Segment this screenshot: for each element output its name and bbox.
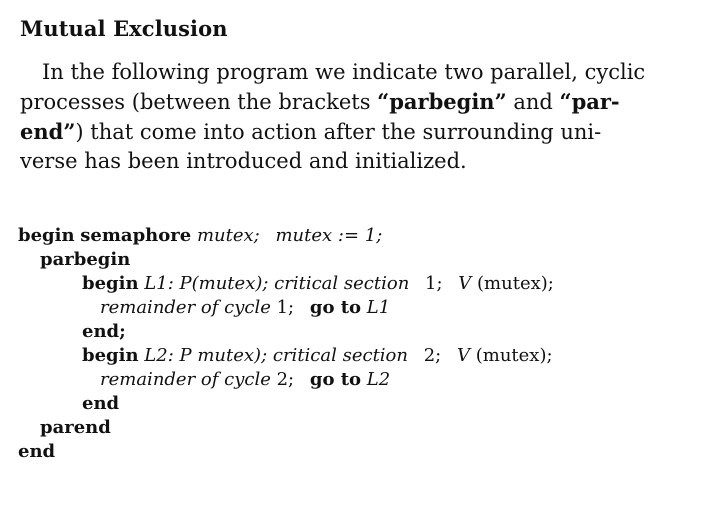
semaphore-assignment: mutex := 1; bbox=[275, 225, 383, 246]
v-operation-argument: (mutex); bbox=[475, 345, 553, 366]
code-line-6 bbox=[18, 344, 554, 368]
semaphore-declaration: mutex; bbox=[196, 225, 260, 246]
keyword-goto: go to bbox=[309, 297, 362, 318]
v-operation-argument: (mutex); bbox=[477, 273, 554, 294]
critical-section-number: 1; bbox=[425, 273, 443, 294]
label-l2: L2: bbox=[144, 345, 174, 366]
code-line-10 bbox=[18, 440, 554, 464]
paragraph-line-4 bbox=[20, 147, 700, 176]
remainder-text: remainder of cycle bbox=[100, 369, 271, 390]
critical-section-text: critical section bbox=[272, 345, 408, 366]
paragraph-line-1 bbox=[20, 58, 700, 87]
goto-target: L2 bbox=[366, 369, 391, 390]
keyword-end: end; bbox=[82, 321, 126, 342]
code-line-3 bbox=[18, 272, 554, 296]
code-line-4 bbox=[18, 296, 554, 320]
keyword-semaphore: semaphore bbox=[80, 225, 192, 246]
p-operation: P(mutex); bbox=[179, 273, 269, 294]
keyword-end: end bbox=[82, 393, 120, 414]
remainder-number: 2; bbox=[276, 369, 295, 390]
paragraph-line-3 bbox=[20, 117, 700, 147]
keyword-end: end bbox=[18, 441, 56, 462]
keyword-parend: parend bbox=[40, 417, 111, 438]
program-listing bbox=[18, 224, 554, 464]
critical-section-text: critical section bbox=[274, 273, 410, 294]
paragraph-text: and bbox=[506, 90, 560, 114]
paragraph-text: In the following program we indicate two parallel, cyclic bbox=[42, 60, 646, 84]
remainder-text: remainder of cycle bbox=[100, 297, 271, 318]
keyword-parbegin: parbegin bbox=[40, 249, 131, 270]
v-operation-name: V bbox=[457, 345, 470, 366]
paragraph-text: ) that come into action after the surrounding uni- bbox=[75, 120, 602, 144]
remainder-number: 1; bbox=[276, 297, 295, 318]
paragraph-text: verse has been introduced and initialized. bbox=[20, 149, 467, 173]
section-heading: Mutual Exclusion bbox=[20, 16, 228, 41]
keyword-begin: begin bbox=[18, 225, 75, 246]
keyword-parend-quote-end: end” bbox=[20, 119, 76, 144]
keyword-parbegin-quote: “parbegin” bbox=[377, 89, 507, 114]
keyword-begin: begin bbox=[82, 273, 139, 294]
code-line-2 bbox=[18, 248, 554, 272]
intro-paragraph bbox=[20, 58, 700, 176]
critical-section-number: 2; bbox=[423, 345, 442, 366]
keyword-parend-quote-start: “par- bbox=[559, 89, 620, 114]
code-line-8 bbox=[18, 392, 554, 416]
v-operation-name: V bbox=[458, 273, 472, 294]
code-line-9 bbox=[18, 416, 554, 440]
keyword-begin: begin bbox=[82, 345, 139, 366]
p-operation: P mutex); bbox=[179, 345, 268, 366]
label-l1: L1: bbox=[144, 273, 174, 294]
code-line-1 bbox=[18, 224, 554, 248]
paragraph-line-2 bbox=[20, 87, 700, 117]
goto-target: L1 bbox=[366, 297, 391, 318]
code-line-5 bbox=[18, 320, 554, 344]
keyword-goto: go to bbox=[309, 369, 362, 390]
paragraph-text: processes (between the brackets bbox=[20, 90, 378, 114]
code-line-7 bbox=[18, 368, 554, 392]
